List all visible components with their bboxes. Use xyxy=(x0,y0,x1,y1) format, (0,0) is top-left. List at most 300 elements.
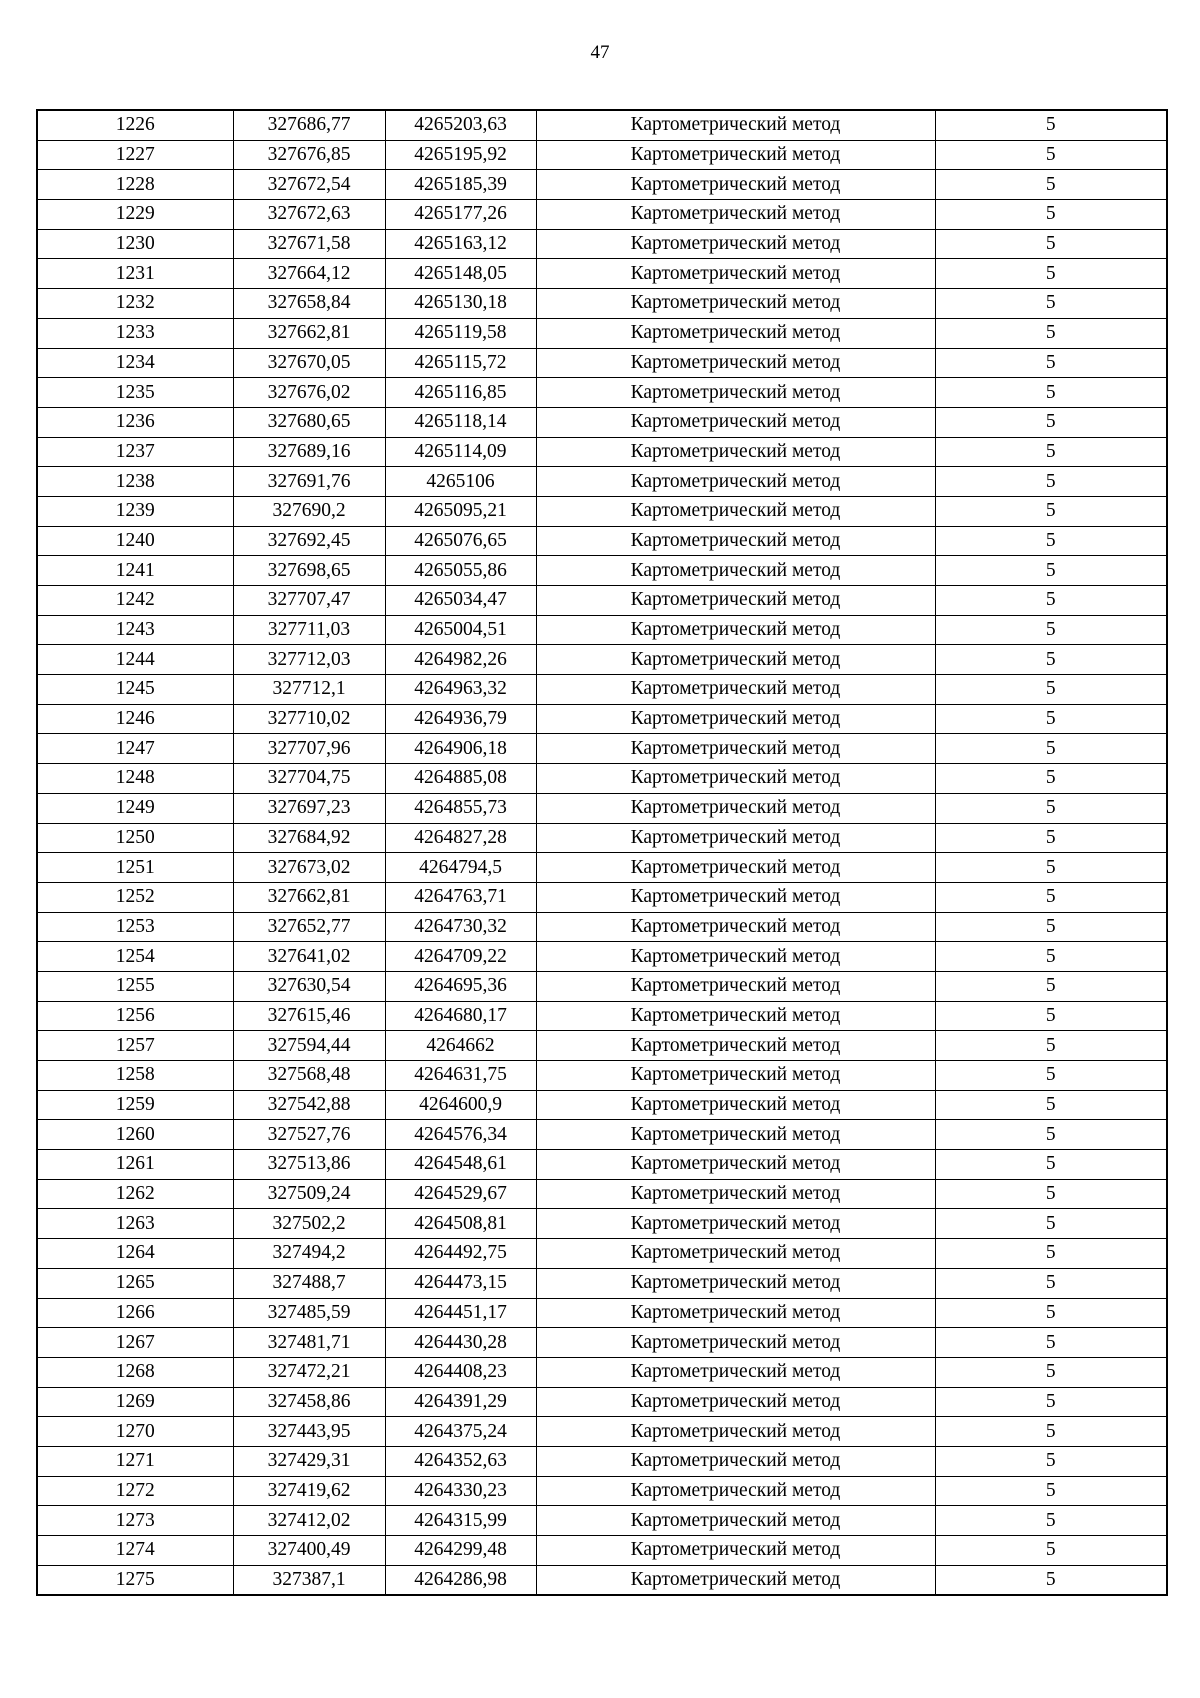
y-coordinate-cell: 4264375,24 xyxy=(385,1417,536,1447)
table-row xyxy=(37,140,1167,170)
method-cell: Картометрический метод xyxy=(536,1001,935,1031)
table-row xyxy=(37,229,1167,259)
table-row xyxy=(37,675,1167,705)
table-row xyxy=(37,615,1167,645)
method-cell: Картометрический метод xyxy=(536,823,935,853)
method-cell: Картометрический метод xyxy=(536,289,935,319)
method-cell: Картометрический метод xyxy=(536,407,935,437)
y-coordinate-cell: 4264315,99 xyxy=(385,1506,536,1536)
table-row xyxy=(37,912,1167,942)
table-row xyxy=(37,823,1167,853)
x-coordinate-cell: 327472,21 xyxy=(233,1357,385,1387)
method-cell: Картометрический метод xyxy=(536,200,935,230)
x-coordinate-cell: 327412,02 xyxy=(233,1506,385,1536)
x-coordinate-cell: 327641,02 xyxy=(233,942,385,972)
accuracy-cell: 5 xyxy=(935,942,1167,972)
point-number-cell: 1273 xyxy=(37,1506,233,1536)
x-coordinate-cell: 327387,1 xyxy=(233,1565,385,1595)
y-coordinate-cell: 4265177,26 xyxy=(385,200,536,230)
table-row xyxy=(37,200,1167,230)
x-coordinate-cell: 327712,1 xyxy=(233,675,385,705)
x-coordinate-cell: 327494,2 xyxy=(233,1239,385,1269)
x-coordinate-cell: 327458,86 xyxy=(233,1387,385,1417)
point-number-cell: 1235 xyxy=(37,378,233,408)
x-coordinate-cell: 327542,88 xyxy=(233,1090,385,1120)
coordinates-table xyxy=(36,109,1168,1596)
table-row xyxy=(37,1150,1167,1180)
x-coordinate-cell: 327690,2 xyxy=(233,496,385,526)
point-number-cell: 1248 xyxy=(37,764,233,794)
accuracy-cell: 5 xyxy=(935,496,1167,526)
y-coordinate-cell: 4264695,36 xyxy=(385,971,536,1001)
x-coordinate-cell: 327686,77 xyxy=(233,110,385,140)
x-coordinate-cell: 327704,75 xyxy=(233,764,385,794)
accuracy-cell: 5 xyxy=(935,586,1167,616)
y-coordinate-cell: 4265148,05 xyxy=(385,259,536,289)
y-coordinate-cell: 4265163,12 xyxy=(385,229,536,259)
accuracy-cell: 5 xyxy=(935,110,1167,140)
method-cell: Картометрический метод xyxy=(536,942,935,972)
x-coordinate-cell: 327658,84 xyxy=(233,289,385,319)
point-number-cell: 1263 xyxy=(37,1209,233,1239)
table-row xyxy=(37,1387,1167,1417)
accuracy-cell: 5 xyxy=(935,734,1167,764)
x-coordinate-cell: 327707,96 xyxy=(233,734,385,764)
x-coordinate-cell: 327443,95 xyxy=(233,1417,385,1447)
y-coordinate-cell: 4265116,85 xyxy=(385,378,536,408)
x-coordinate-cell: 327671,58 xyxy=(233,229,385,259)
accuracy-cell: 5 xyxy=(935,378,1167,408)
y-coordinate-cell: 4264330,23 xyxy=(385,1476,536,1506)
accuracy-cell: 5 xyxy=(935,1268,1167,1298)
point-number-cell: 1230 xyxy=(37,229,233,259)
accuracy-cell: 5 xyxy=(935,1536,1167,1566)
y-coordinate-cell: 4264408,23 xyxy=(385,1357,536,1387)
method-cell: Картометрический метод xyxy=(536,229,935,259)
y-coordinate-cell: 4265055,86 xyxy=(385,556,536,586)
accuracy-cell: 5 xyxy=(935,170,1167,200)
table-row xyxy=(37,348,1167,378)
y-coordinate-cell: 4265118,14 xyxy=(385,407,536,437)
accuracy-cell: 5 xyxy=(935,1565,1167,1595)
accuracy-cell: 5 xyxy=(935,318,1167,348)
accuracy-cell: 5 xyxy=(935,200,1167,230)
table-row xyxy=(37,1446,1167,1476)
accuracy-cell: 5 xyxy=(935,1061,1167,1091)
method-cell: Картометрический метод xyxy=(536,1120,935,1150)
point-number-cell: 1239 xyxy=(37,496,233,526)
x-coordinate-cell: 327712,03 xyxy=(233,645,385,675)
x-coordinate-cell: 327698,65 xyxy=(233,556,385,586)
y-coordinate-cell: 4265095,21 xyxy=(385,496,536,526)
y-coordinate-cell: 4264299,48 xyxy=(385,1536,536,1566)
y-coordinate-cell: 4264508,81 xyxy=(385,1209,536,1239)
point-number-cell: 1265 xyxy=(37,1268,233,1298)
accuracy-cell: 5 xyxy=(935,853,1167,883)
table-row xyxy=(37,1536,1167,1566)
y-coordinate-cell: 4265119,58 xyxy=(385,318,536,348)
point-number-cell: 1267 xyxy=(37,1328,233,1358)
point-number-cell: 1241 xyxy=(37,556,233,586)
x-coordinate-cell: 327710,02 xyxy=(233,704,385,734)
method-cell: Картометрический метод xyxy=(536,1209,935,1239)
x-coordinate-cell: 327630,54 xyxy=(233,971,385,1001)
method-cell: Картометрический метод xyxy=(536,378,935,408)
table-row xyxy=(37,318,1167,348)
x-coordinate-cell: 327429,31 xyxy=(233,1446,385,1476)
table-row xyxy=(37,1061,1167,1091)
table-row xyxy=(37,289,1167,319)
method-cell: Картометрический метод xyxy=(536,348,935,378)
table-row xyxy=(37,1565,1167,1595)
y-coordinate-cell: 4264492,75 xyxy=(385,1239,536,1269)
point-number-cell: 1264 xyxy=(37,1239,233,1269)
method-cell: Картометрический метод xyxy=(536,1357,935,1387)
table-row xyxy=(37,971,1167,1001)
table-row xyxy=(37,170,1167,200)
point-number-cell: 1247 xyxy=(37,734,233,764)
accuracy-cell: 5 xyxy=(935,1298,1167,1328)
method-cell: Картометрический метод xyxy=(536,1328,935,1358)
table-row xyxy=(37,764,1167,794)
accuracy-cell: 5 xyxy=(935,1001,1167,1031)
x-coordinate-cell: 327615,46 xyxy=(233,1001,385,1031)
method-cell: Картометрический метод xyxy=(536,675,935,705)
point-number-cell: 1246 xyxy=(37,704,233,734)
x-coordinate-cell: 327664,12 xyxy=(233,259,385,289)
point-number-cell: 1242 xyxy=(37,586,233,616)
y-coordinate-cell: 4264763,71 xyxy=(385,882,536,912)
point-number-cell: 1262 xyxy=(37,1179,233,1209)
y-coordinate-cell: 4264473,15 xyxy=(385,1268,536,1298)
accuracy-cell: 5 xyxy=(935,259,1167,289)
y-coordinate-cell: 4264662 xyxy=(385,1031,536,1061)
coordinates-table-body xyxy=(37,110,1167,1595)
point-number-cell: 1270 xyxy=(37,1417,233,1447)
method-cell: Картометрический метод xyxy=(536,526,935,556)
method-cell: Картометрический метод xyxy=(536,1031,935,1061)
y-coordinate-cell: 4264936,79 xyxy=(385,704,536,734)
table-row xyxy=(37,1209,1167,1239)
y-coordinate-cell: 4264885,08 xyxy=(385,764,536,794)
accuracy-cell: 5 xyxy=(935,1446,1167,1476)
method-cell: Картометрический метод xyxy=(536,1268,935,1298)
x-coordinate-cell: 327485,59 xyxy=(233,1298,385,1328)
x-coordinate-cell: 327684,92 xyxy=(233,823,385,853)
method-cell: Картометрический метод xyxy=(536,1387,935,1417)
method-cell: Картометрический метод xyxy=(536,110,935,140)
method-cell: Картометрический метод xyxy=(536,259,935,289)
accuracy-cell: 5 xyxy=(935,764,1167,794)
x-coordinate-cell: 327711,03 xyxy=(233,615,385,645)
table-row xyxy=(37,437,1167,467)
method-cell: Картометрический метод xyxy=(536,1150,935,1180)
table-row xyxy=(37,1239,1167,1269)
method-cell: Картометрический метод xyxy=(536,734,935,764)
accuracy-cell: 5 xyxy=(935,229,1167,259)
method-cell: Картометрический метод xyxy=(536,496,935,526)
point-number-cell: 1237 xyxy=(37,437,233,467)
accuracy-cell: 5 xyxy=(935,675,1167,705)
table-row xyxy=(37,882,1167,912)
accuracy-cell: 5 xyxy=(935,289,1167,319)
method-cell: Картометрический метод xyxy=(536,1298,935,1328)
x-coordinate-cell: 327692,45 xyxy=(233,526,385,556)
x-coordinate-cell: 327419,62 xyxy=(233,1476,385,1506)
y-coordinate-cell: 4265114,09 xyxy=(385,437,536,467)
y-coordinate-cell: 4265195,92 xyxy=(385,140,536,170)
x-coordinate-cell: 327502,2 xyxy=(233,1209,385,1239)
method-cell: Картометрический метод xyxy=(536,704,935,734)
point-number-cell: 1254 xyxy=(37,942,233,972)
x-coordinate-cell: 327691,76 xyxy=(233,467,385,497)
y-coordinate-cell: 4264451,17 xyxy=(385,1298,536,1328)
point-number-cell: 1236 xyxy=(37,407,233,437)
point-number-cell: 1261 xyxy=(37,1150,233,1180)
x-coordinate-cell: 327662,81 xyxy=(233,318,385,348)
table-row xyxy=(37,1357,1167,1387)
method-cell: Картометрический метод xyxy=(536,556,935,586)
point-number-cell: 1227 xyxy=(37,140,233,170)
table-row xyxy=(37,1120,1167,1150)
method-cell: Картометрический метод xyxy=(536,853,935,883)
table-row xyxy=(37,1298,1167,1328)
point-number-cell: 1272 xyxy=(37,1476,233,1506)
table-row xyxy=(37,526,1167,556)
accuracy-cell: 5 xyxy=(935,1387,1167,1417)
accuracy-cell: 5 xyxy=(935,556,1167,586)
y-coordinate-cell: 4265004,51 xyxy=(385,615,536,645)
point-number-cell: 1256 xyxy=(37,1001,233,1031)
point-number-cell: 1268 xyxy=(37,1357,233,1387)
accuracy-cell: 5 xyxy=(935,1417,1167,1447)
table-row xyxy=(37,1268,1167,1298)
y-coordinate-cell: 4264730,32 xyxy=(385,912,536,942)
point-number-cell: 1229 xyxy=(37,200,233,230)
y-coordinate-cell: 4265034,47 xyxy=(385,586,536,616)
table-row xyxy=(37,496,1167,526)
accuracy-cell: 5 xyxy=(935,1506,1167,1536)
y-coordinate-cell: 4264529,67 xyxy=(385,1179,536,1209)
accuracy-cell: 5 xyxy=(935,1090,1167,1120)
x-coordinate-cell: 327594,44 xyxy=(233,1031,385,1061)
point-number-cell: 1231 xyxy=(37,259,233,289)
table-row xyxy=(37,704,1167,734)
accuracy-cell: 5 xyxy=(935,1209,1167,1239)
accuracy-cell: 5 xyxy=(935,615,1167,645)
x-coordinate-cell: 327689,16 xyxy=(233,437,385,467)
table-row xyxy=(37,1476,1167,1506)
y-coordinate-cell: 4264982,26 xyxy=(385,645,536,675)
x-coordinate-cell: 327662,81 xyxy=(233,882,385,912)
point-number-cell: 1266 xyxy=(37,1298,233,1328)
page-number: 47 xyxy=(590,42,610,63)
x-coordinate-cell: 327652,77 xyxy=(233,912,385,942)
table-row xyxy=(37,942,1167,972)
point-number-cell: 1258 xyxy=(37,1061,233,1091)
y-coordinate-cell: 4264286,98 xyxy=(385,1565,536,1595)
accuracy-cell: 5 xyxy=(935,348,1167,378)
table-row xyxy=(37,793,1167,823)
method-cell: Картометрический метод xyxy=(536,645,935,675)
table-row xyxy=(37,407,1167,437)
accuracy-cell: 5 xyxy=(935,971,1167,1001)
y-coordinate-cell: 4264631,75 xyxy=(385,1061,536,1091)
point-number-cell: 1234 xyxy=(37,348,233,378)
x-coordinate-cell: 327673,02 xyxy=(233,853,385,883)
accuracy-cell: 5 xyxy=(935,407,1167,437)
y-coordinate-cell: 4264391,29 xyxy=(385,1387,536,1417)
table-row xyxy=(37,1001,1167,1031)
point-number-cell: 1257 xyxy=(37,1031,233,1061)
table-row xyxy=(37,1179,1167,1209)
method-cell: Картометрический метод xyxy=(536,170,935,200)
point-number-cell: 1260 xyxy=(37,1120,233,1150)
y-coordinate-cell: 4264548,61 xyxy=(385,1150,536,1180)
method-cell: Картометрический метод xyxy=(536,971,935,1001)
x-coordinate-cell: 327670,05 xyxy=(233,348,385,378)
point-number-cell: 1226 xyxy=(37,110,233,140)
y-coordinate-cell: 4265130,18 xyxy=(385,289,536,319)
table-row xyxy=(37,1417,1167,1447)
x-coordinate-cell: 327488,7 xyxy=(233,1268,385,1298)
method-cell: Картометрический метод xyxy=(536,1506,935,1536)
table-row xyxy=(37,110,1167,140)
method-cell: Картометрический метод xyxy=(536,1179,935,1209)
method-cell: Картометрический метод xyxy=(536,586,935,616)
method-cell: Картометрический метод xyxy=(536,882,935,912)
method-cell: Картометрический метод xyxy=(536,1417,935,1447)
table-row xyxy=(37,1328,1167,1358)
accuracy-cell: 5 xyxy=(935,1120,1167,1150)
x-coordinate-cell: 327568,48 xyxy=(233,1061,385,1091)
y-coordinate-cell: 4264906,18 xyxy=(385,734,536,764)
method-cell: Картометрический метод xyxy=(536,1090,935,1120)
method-cell: Картометрический метод xyxy=(536,318,935,348)
x-coordinate-cell: 327527,76 xyxy=(233,1120,385,1150)
x-coordinate-cell: 327513,86 xyxy=(233,1150,385,1180)
x-coordinate-cell: 327676,02 xyxy=(233,378,385,408)
y-coordinate-cell: 4264600,9 xyxy=(385,1090,536,1120)
y-coordinate-cell: 4264963,32 xyxy=(385,675,536,705)
accuracy-cell: 5 xyxy=(935,793,1167,823)
table-row xyxy=(37,1031,1167,1061)
point-number-cell: 1244 xyxy=(37,645,233,675)
y-coordinate-cell: 4264680,17 xyxy=(385,1001,536,1031)
x-coordinate-cell: 327680,65 xyxy=(233,407,385,437)
point-number-cell: 1269 xyxy=(37,1387,233,1417)
x-coordinate-cell: 327676,85 xyxy=(233,140,385,170)
y-coordinate-cell: 4264576,34 xyxy=(385,1120,536,1150)
method-cell: Картометрический метод xyxy=(536,1536,935,1566)
accuracy-cell: 5 xyxy=(935,1328,1167,1358)
accuracy-cell: 5 xyxy=(935,704,1167,734)
table-row xyxy=(37,734,1167,764)
point-number-cell: 1243 xyxy=(37,615,233,645)
accuracy-cell: 5 xyxy=(935,912,1167,942)
y-coordinate-cell: 4264855,73 xyxy=(385,793,536,823)
point-number-cell: 1233 xyxy=(37,318,233,348)
method-cell: Картометрический метод xyxy=(536,140,935,170)
method-cell: Картометрический метод xyxy=(536,437,935,467)
y-coordinate-cell: 4265106 xyxy=(385,467,536,497)
accuracy-cell: 5 xyxy=(935,1031,1167,1061)
method-cell: Картометрический метод xyxy=(536,764,935,794)
point-number-cell: 1238 xyxy=(37,467,233,497)
y-coordinate-cell: 4264794,5 xyxy=(385,853,536,883)
y-coordinate-cell: 4264709,22 xyxy=(385,942,536,972)
method-cell: Картометрический метод xyxy=(536,1061,935,1091)
point-number-cell: 1255 xyxy=(37,971,233,1001)
point-number-cell: 1271 xyxy=(37,1446,233,1476)
point-number-cell: 1249 xyxy=(37,793,233,823)
point-number-cell: 1250 xyxy=(37,823,233,853)
method-cell: Картометрический метод xyxy=(536,1565,935,1595)
point-number-cell: 1232 xyxy=(37,289,233,319)
accuracy-cell: 5 xyxy=(935,1239,1167,1269)
point-number-cell: 1253 xyxy=(37,912,233,942)
y-coordinate-cell: 4265203,63 xyxy=(385,110,536,140)
accuracy-cell: 5 xyxy=(935,1357,1167,1387)
point-number-cell: 1275 xyxy=(37,1565,233,1595)
table-row xyxy=(37,853,1167,883)
method-cell: Картометрический метод xyxy=(536,1446,935,1476)
x-coordinate-cell: 327697,23 xyxy=(233,793,385,823)
table-row xyxy=(37,556,1167,586)
y-coordinate-cell: 4264827,28 xyxy=(385,823,536,853)
x-coordinate-cell: 327672,63 xyxy=(233,200,385,230)
table-row xyxy=(37,1506,1167,1536)
point-number-cell: 1240 xyxy=(37,526,233,556)
table-row xyxy=(37,586,1167,616)
accuracy-cell: 5 xyxy=(935,526,1167,556)
point-number-cell: 1259 xyxy=(37,1090,233,1120)
point-number-cell: 1245 xyxy=(37,675,233,705)
y-coordinate-cell: 4265185,39 xyxy=(385,170,536,200)
x-coordinate-cell: 327481,71 xyxy=(233,1328,385,1358)
accuracy-cell: 5 xyxy=(935,1179,1167,1209)
accuracy-cell: 5 xyxy=(935,823,1167,853)
table-row xyxy=(37,1090,1167,1120)
method-cell: Картометрический метод xyxy=(536,467,935,497)
method-cell: Картометрический метод xyxy=(536,793,935,823)
x-coordinate-cell: 327672,54 xyxy=(233,170,385,200)
point-number-cell: 1274 xyxy=(37,1536,233,1566)
method-cell: Картометрический метод xyxy=(536,1239,935,1269)
accuracy-cell: 5 xyxy=(935,1476,1167,1506)
y-coordinate-cell: 4265115,72 xyxy=(385,348,536,378)
y-coordinate-cell: 4264352,63 xyxy=(385,1446,536,1476)
y-coordinate-cell: 4264430,28 xyxy=(385,1328,536,1358)
x-coordinate-cell: 327509,24 xyxy=(233,1179,385,1209)
accuracy-cell: 5 xyxy=(935,140,1167,170)
accuracy-cell: 5 xyxy=(935,645,1167,675)
point-number-cell: 1251 xyxy=(37,853,233,883)
point-number-cell: 1228 xyxy=(37,170,233,200)
x-coordinate-cell: 327400,49 xyxy=(233,1536,385,1566)
accuracy-cell: 5 xyxy=(935,467,1167,497)
y-coordinate-cell: 4265076,65 xyxy=(385,526,536,556)
point-number-cell: 1252 xyxy=(37,882,233,912)
method-cell: Картометрический метод xyxy=(536,1476,935,1506)
method-cell: Картометрический метод xyxy=(536,912,935,942)
accuracy-cell: 5 xyxy=(935,1150,1167,1180)
table-row xyxy=(37,467,1167,497)
accuracy-cell: 5 xyxy=(935,437,1167,467)
table-row xyxy=(37,378,1167,408)
x-coordinate-cell: 327707,47 xyxy=(233,586,385,616)
table-row xyxy=(37,259,1167,289)
